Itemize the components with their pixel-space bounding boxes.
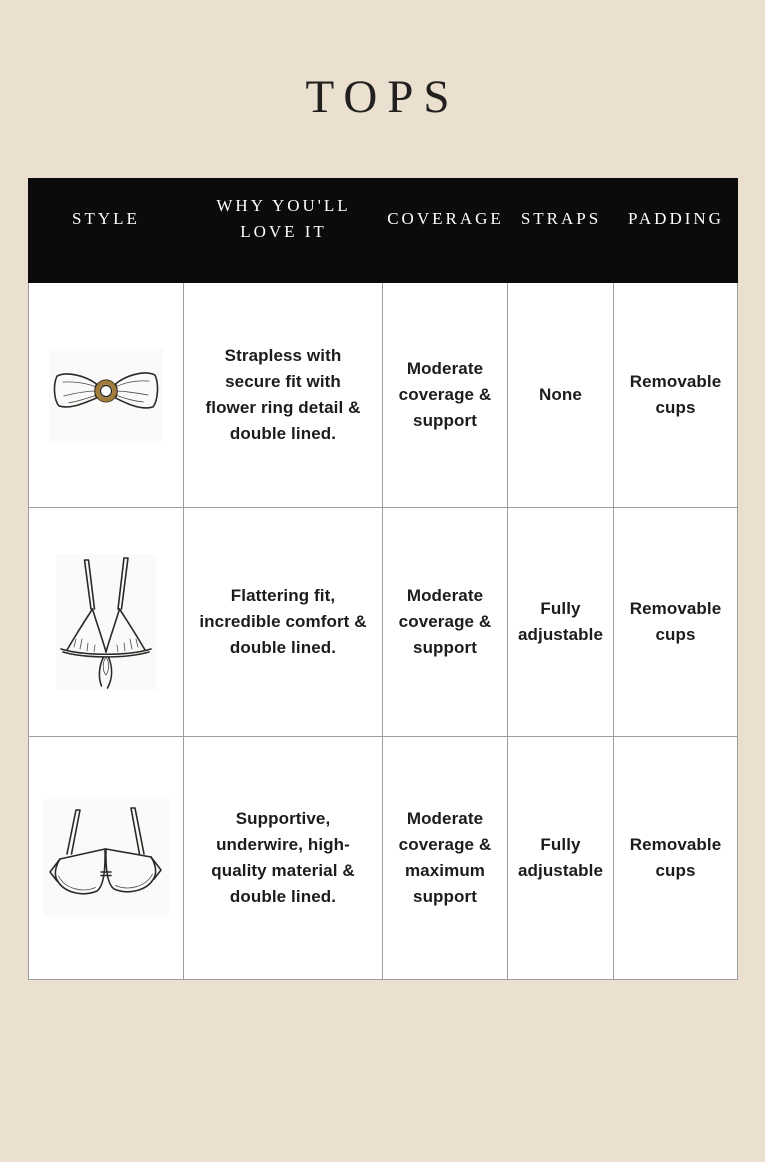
straps-cell-row1: None — [508, 283, 614, 508]
style-cell-row2 — [28, 508, 184, 737]
column-header-padding: PADDING — [628, 208, 724, 228]
page-title: TOPS — [305, 71, 460, 123]
tops-comparison-table — [28, 178, 738, 980]
padding-cell-row2: Removable cups — [614, 508, 738, 737]
bandeau-top-icon — [49, 349, 163, 441]
why-cell-row3: Supportive, underwire, high-quality material & double lined. — [184, 737, 383, 980]
bandeau-top-illustration — [49, 349, 163, 441]
column-header-style: STYLE — [72, 208, 140, 228]
table-body — [28, 283, 738, 980]
padding-cell-row3: Removable cups — [614, 737, 738, 980]
style-cell-row1 — [28, 283, 184, 508]
straps-cell-row2: Fully adjustable — [508, 508, 614, 737]
underwire-top-illustration — [43, 799, 169, 917]
coverage-cell-row1: Moderate coverage & support — [383, 283, 508, 508]
column-header-why-youll-love-it: WHY YOU'LL LOVE IT — [216, 196, 351, 241]
triangle-top-illustration — [56, 554, 156, 690]
padding-cell-row1: Removable cups — [614, 283, 738, 508]
triangle-top-icon — [56, 554, 156, 690]
underwire-top-icon — [43, 799, 169, 917]
coverage-cell-row3: Moderate coverage & maximum support — [383, 737, 508, 980]
straps-cell-row3: Fully adjustable — [508, 737, 614, 980]
table-header-row — [28, 178, 738, 283]
style-cell-row3 — [28, 737, 184, 980]
column-header-straps: STRAPS — [520, 208, 602, 228]
why-cell-row2: Flattering fit, incredible comfort & double lined. — [184, 508, 383, 737]
why-cell-row1: Strapless with secure fit with flower ring detail & double lined. — [184, 283, 383, 508]
coverage-cell-row2: Moderate coverage & support — [383, 508, 508, 737]
column-header-coverage: COVERAGE — [387, 208, 504, 228]
